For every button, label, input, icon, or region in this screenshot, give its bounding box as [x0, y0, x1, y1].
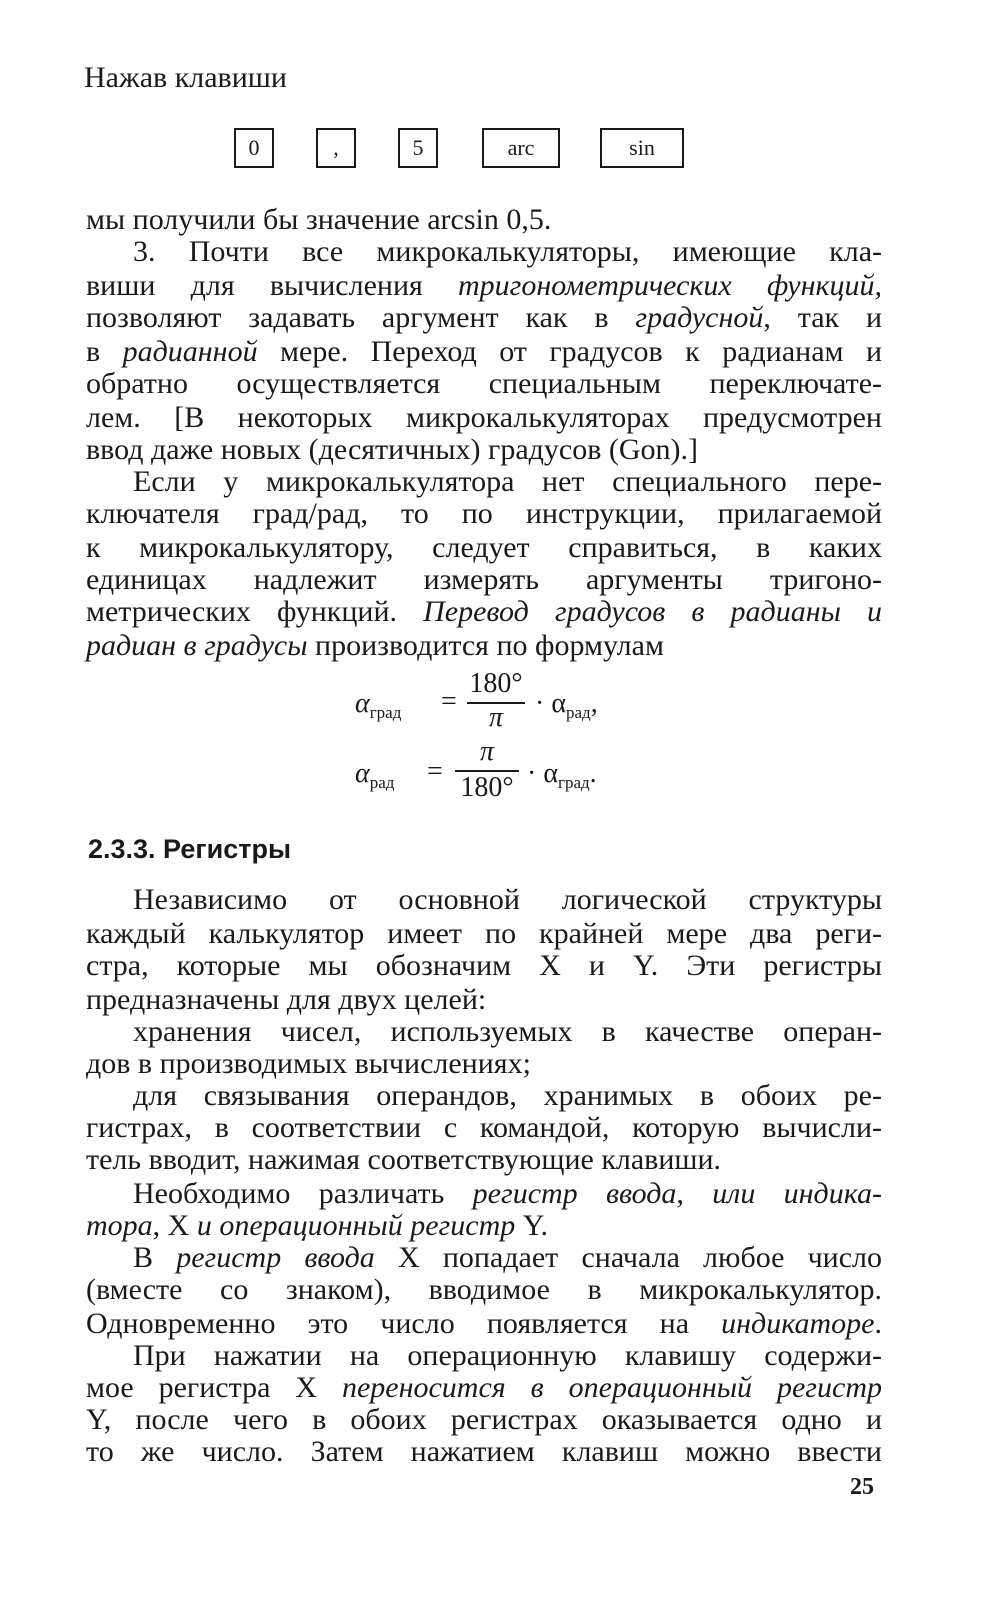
- paragraph-line: к микрокалькулятору, следует справиться, в каких: [86, 531, 882, 564]
- paragraph-line: предназначены для двух целей:: [86, 983, 487, 1016]
- formula-rhs: · $\alpha_{рад}$,: [535, 688, 598, 722]
- paragraph-line: ввод даже новых (десятичных) градусов (Gon).]: [86, 433, 699, 466]
- equals-sign: =: [441, 686, 457, 717]
- paragraph-line: то же число. Затем нажатием клавиш можно ввести: [86, 1435, 882, 1468]
- paragraph-line: Одновременно это число появляется на индикаторе.: [86, 1307, 882, 1340]
- paragraph-line: 3. Почти все микрокалькуляторы, имеющие кла-: [133, 235, 882, 268]
- paragraph-line: (вместе со знаком), вводимое в микрокалькулятор.: [86, 1273, 882, 1306]
- formula-rad: [355, 736, 675, 810]
- list-item-line: дов в производимых вычислениях;: [86, 1047, 531, 1080]
- formula-lhs: $\alpha_{рад}$: [355, 758, 395, 792]
- key-zero: 0: [234, 128, 274, 168]
- list-item-line: гистрах, в соответствии с командой, которую вычисли-: [86, 1111, 882, 1144]
- section-heading: 2.3.3. Регистры: [88, 834, 292, 864]
- paragraph-line: тора, X и операционный регистр Y.: [86, 1209, 549, 1242]
- paragraph-line: виши для вычисления тригонометрических функций,: [86, 269, 882, 302]
- key-sequence: [230, 128, 690, 176]
- paragraph-line: каждый калькулятор имеет по крайней мере два реги-: [86, 917, 882, 950]
- paragraph-line: Независимо от основной логической структуры: [133, 883, 882, 916]
- paragraph-line: мы получили бы значение arcsin 0,5.: [86, 203, 552, 236]
- fraction-denominator: π: [488, 702, 504, 733]
- paragraph-line: метрических функций. Перевод градусов в радианы и: [86, 595, 882, 628]
- equals-sign: =: [427, 756, 443, 787]
- paragraph-line: позволяют задавать аргумент как в градусной, так и: [86, 301, 883, 334]
- paragraph-line: ключателя град/рад, то по инструкции, прилагаемой: [86, 497, 882, 530]
- paragraph-line: Если у микрокалькулятора нет специального пере-: [133, 465, 882, 498]
- fraction-numerator: 180°: [469, 668, 523, 699]
- paragraph-line: обратно осуществляется специальным переключате-: [86, 367, 882, 400]
- paragraph-line: лем. [В некоторых микрокалькуляторах предусмотрен: [86, 401, 882, 434]
- paragraph-line: Необходимо различать регистр ввода, или индика-: [133, 1177, 882, 1210]
- paragraph-line: стра, которые мы обозначим X и Y. Эти регистры: [86, 949, 882, 982]
- key-sin: sin: [600, 128, 684, 168]
- list-item-line: тель вводит, нажимая соответствующие клавиши.: [86, 1143, 722, 1176]
- fraction-denominator: 180°: [460, 772, 514, 803]
- paragraph-line: При нажатии на операционную клавишу содержи-: [133, 1339, 882, 1372]
- list-item-line: для связывания операндов, хранимых в обоих ре-: [133, 1079, 882, 1112]
- key-comma: ,: [316, 128, 356, 168]
- key-arc: arc: [482, 128, 560, 168]
- formula-lhs: $\alpha_{град}$: [355, 688, 402, 722]
- paragraph-line: радиан в градусы производится по формулам: [86, 629, 664, 662]
- key-five: 5: [398, 128, 438, 168]
- paragraph-line: в радианной мере. Переход от градусов к радианам и: [86, 335, 882, 368]
- list-item-line: хранения чисел, используемых в качестве операн-: [133, 1015, 882, 1048]
- formula-grad: [355, 668, 675, 734]
- page-number: 25: [850, 1474, 874, 1500]
- formula-rhs: · $\alpha_{град}$.: [527, 758, 597, 792]
- fraction-numerator: π: [479, 736, 495, 767]
- paragraph-line: единицах надлежит измерять аргументы тригоно-: [86, 563, 882, 596]
- paragraph-line: мое регистра X переносится в операционный регистр: [86, 1371, 882, 1404]
- paragraph-line: В регистр ввода X попадает сначала любое число: [133, 1241, 882, 1274]
- intro-text: Нажав клавиши: [84, 61, 287, 94]
- paragraph-line: Y, после чего в обоих регистрах оказывается одно и: [86, 1403, 882, 1436]
